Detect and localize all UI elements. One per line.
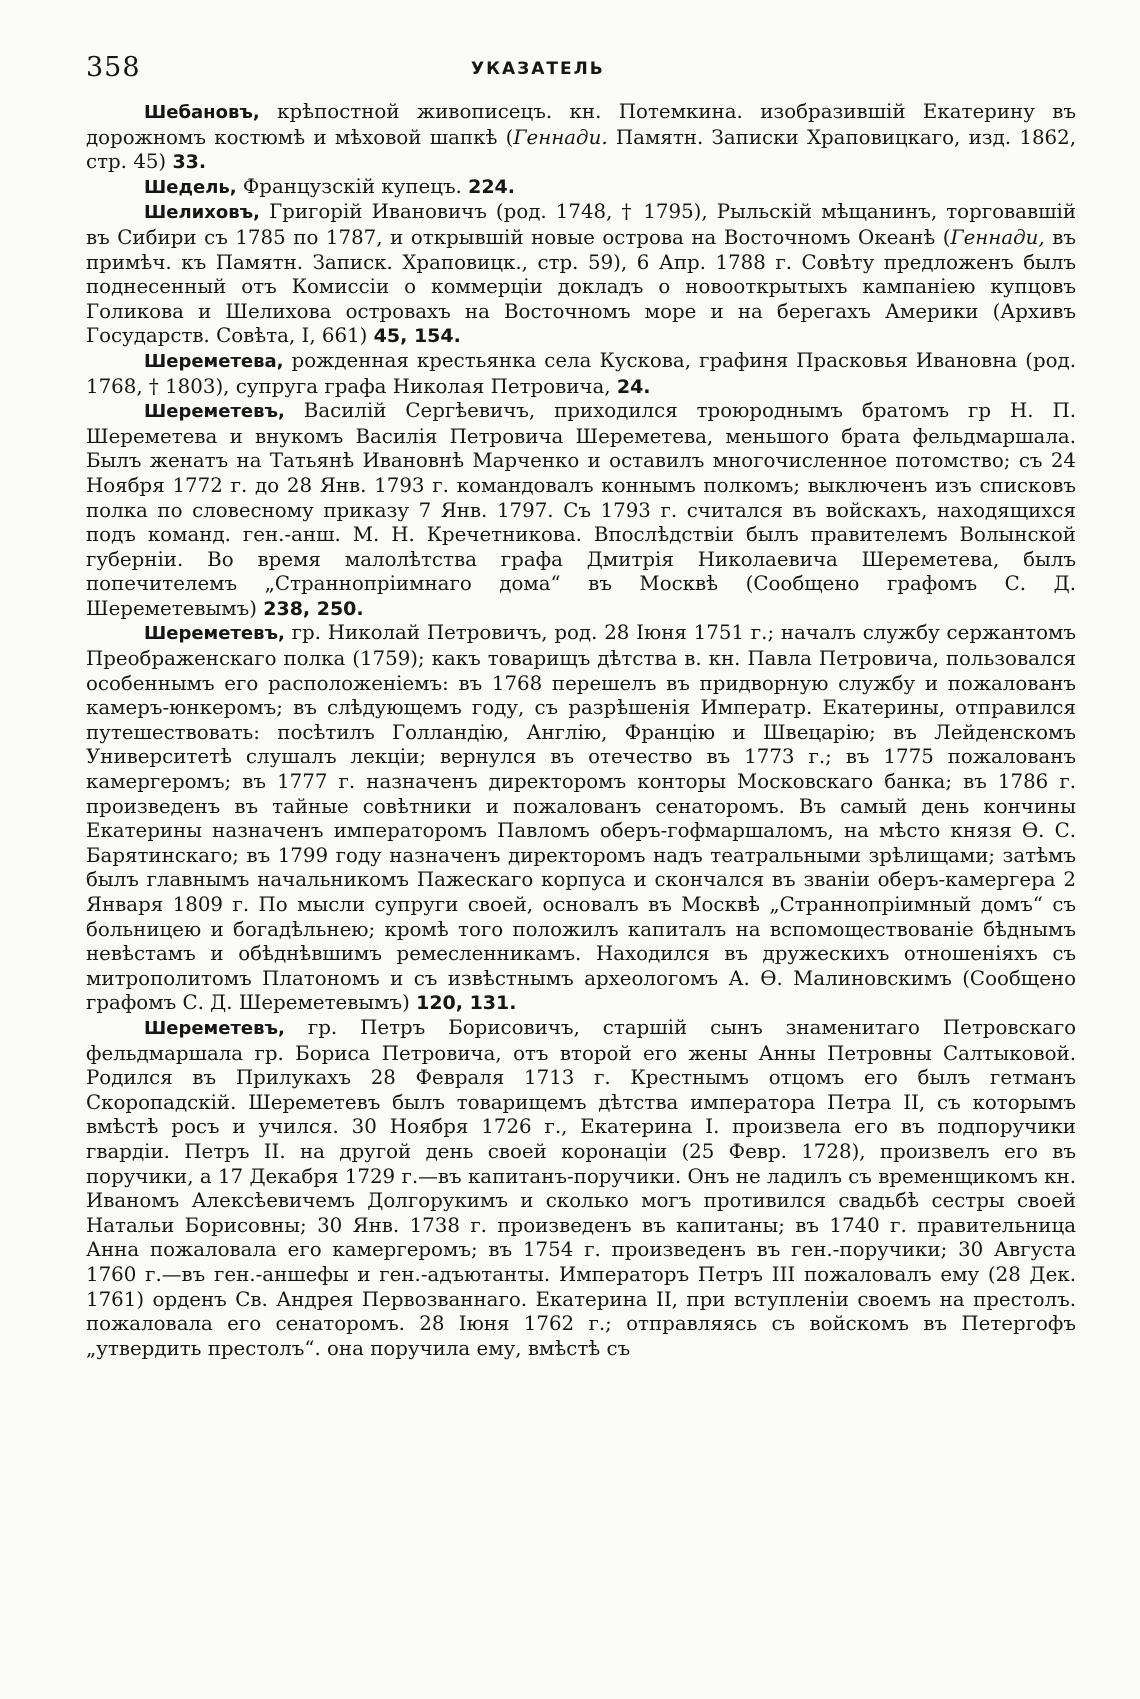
running-head: УКАЗАТЕЛЬ (471, 59, 605, 79)
entry-headword: Шедель, (144, 176, 237, 198)
entry-page-refs: 24. (616, 375, 651, 398)
entry-text: гр. Петръ Борисовичъ, старшій сынъ знаменитаго Петровскаго фельдмаршала гр. Бориса Петровича, отъ второй его жены Анны Петровны Салтыковой. Родился въ Прилукахъ 28 Февраля 1713 г. Крестнымъ отцомъ его былъ гетманъ Скоропадскій. Шереметевъ былъ товарищемъ дѣтства императора Петра II, съ которымъ вмѣстѣ росъ и учился. 30 Ноября 1726 г., Екатерина I. произвела его въ подпоручики гвардіи. Петръ II. на другой день своей коронаціи (25 Февр. 1728), произвелъ его въ поручики, а 17 Декабря 1729 г.—въ капитанъ-поручики. Онъ не ладилъ съ временщикомъ кн. Иваномъ Алексѣевичемъ Долгорукимъ и сколько могъ противился свадьбѣ сестры своей Натальи Борисовны; 30 Янв. 1738 г. произведенъ въ капитаны; въ 1740 г. правительница Анна пожаловала его камергеромъ; въ 1754 г. произведенъ въ ген.-поручики; 30 Августа 1760 г.—въ ген.-аншефы и ген.-адъютанты. Императоръ Петръ III пожаловалъ ему (28 Дек. 1761) орденъ Св. Андрея Первозваннаго. Екатерина II, при вступленіи своемъ на престолъ. пожаловала его сенаторомъ. 28 Іюня 1762 г.; отправляясь съ войскомъ въ Петергофъ „утвердить престолъ“. она поручила ему, вмѣстѣ съ (86, 1015, 1076, 1360)
index-entry (86, 349, 1076, 399)
entry-italic: Геннади, (950, 225, 1045, 249)
entry-page-refs: 45, 154. (373, 325, 461, 348)
entry-headword: Шебановъ, (144, 102, 260, 123)
entry-text: рожденная крестьянка села Кускова, графиня Прасковья Ивановна (род. 1768, † 1803), супруга графа Николая Петровича, (86, 348, 1076, 398)
entry-headword: Шереметевъ, (144, 623, 285, 645)
page-header (86, 52, 1066, 92)
entry-headword: Шереметевъ, (144, 1017, 285, 1039)
index-entry (86, 200, 1076, 349)
entry-text: Французскій купецъ. (236, 174, 469, 198)
entry-text: Григорій Ивановичъ (род. 1748, † 1795), Рыльскій мѣщанинъ, торговавшій въ Сибири съ 1785 по 1787, и открывшій новые острова на Восточномъ Океанѣ ( (86, 200, 1076, 249)
page-number: 358 (86, 52, 141, 83)
index-entry (86, 100, 1076, 175)
entry-italic: Геннади. (513, 125, 608, 149)
entry-text-continued: въ примѣч. къ Памятн. Запиcк. Храповицк., стр. 59), 6 Апр. 1788 г. Совѣту предложенъ былъ поднесенный отъ Комиссіи о коммерціи докладъ о новооткрытыхъ кампаніею купцовъ Голикова и Шелихова островахъ на Восточномъ море и на берегахъ Америки (Архивъ Государств. Совѣта, I, 661) (86, 225, 1076, 348)
entry-page-refs: 224. (468, 175, 515, 198)
entry-text-continued: Памятн. Записки Храповицкаго, изд. 1862, стр. 45) (86, 125, 1076, 174)
index-text (86, 100, 1076, 1361)
entry-page-refs: 120, 131. (416, 992, 517, 1015)
entry-text: крѣпостной живописецъ. кн. Потемкина. изобразившій Екатерину въ дорожномъ костюмѣ и мѣховой шапкѣ ( (86, 100, 1076, 149)
entry-page-refs: 238, 250. (263, 597, 364, 620)
entry-headword: Шереметева, (144, 350, 284, 372)
index-entry (86, 399, 1076, 621)
entry-headword: Шереметевъ, (144, 401, 285, 423)
entry-text: Василій Сергѣевичъ, приходился троюроднымъ братомъ гр Н. П. Шереметева и внукомъ Василія Петровича Шереметева, меньшого брата фельдмаршала. Былъ женатъ на Татьянѣ Ивановнѣ Марченко и оставилъ многочисленное потомство; съ 24 Ноября 1772 г. до 28 Янв. 1793 г. командовалъ коннымъ полкомъ; выключенъ изъ списковъ полка по словесному приказу 7 Янв. 1797. Съ 1793 г. считался въ войскахъ, находящихся подъ команд. ген.-анш. М. Н. Кречетникова. Впослѣдствіи былъ правителемъ Волынской губерніи. Во время малолѣтства графа Дмитрія Николаевича Шереметева, былъ попечителемъ „Страннопріимнаго дома“ въ Москвѣ (Сообщено графомъ С. Д. Шереметевымъ) (86, 399, 1076, 620)
index-entry (86, 175, 1076, 201)
index-entry (86, 1016, 1076, 1361)
entry-page-refs: 33. (172, 151, 207, 174)
index-entry (86, 621, 1076, 1016)
entry-headword: Шелиховъ, (144, 202, 260, 224)
entry-text: гр. Николай Петровичъ, род. 28 Іюня 1751 г.; началъ службу сержантомъ Преображенскаго полка (1759); какъ товарищъ дѣтства в. кн. Павла Петровича, пользовался особеннымъ его расположеніемъ: въ 1768 перешелъ въ придворную службу и пожалованъ камеръ-юнкеромъ; въ слѣдующемъ году, съ разрѣшенія Императр. Екатерины, отправился путешествовать: посѣтилъ Голландію, Англію, Францію и Швецарію; въ Лейденскомъ Университетѣ слушалъ лекціи; вернулся въ отечество въ 1773 г.; въ 1775 пожалованъ камергеромъ; въ 1777 г. назначенъ директоромъ конторы Московскаго банка; въ 1786 г. произведенъ въ тайные совѣтники и пожалованъ сенаторомъ. Въ самый день кончины Екатерины назначенъ императоромъ Павломъ оберъ-гофмаршаломъ, на мѣсто князя Ѳ. С. Барятинскаго; въ 1799 году назначенъ директоромъ надъ театральными зрѣлищами; затѣмъ былъ главнымъ начальникомъ Пажескаго корпуса и скончался въ званіи оберъ-камергера 2 Января 1809 г. По мысли супруги своей, основалъ въ Москвѣ „Страннопріимный домъ“ съ больницею и богадѣльнею; кромѣ того положилъ капиталъ на вспомоществованіе бѣднымъ невѣстамъ и обѣднѣвшимъ ремесленникамъ. Находился въ дружескихъ отношеніяхъ съ митрополитомъ Платономъ и съ извѣстнымъ археологомъ А. Ѳ. Малиновскимъ (Сообщено графомъ С. Д. Шереметевымъ) (86, 621, 1076, 1015)
